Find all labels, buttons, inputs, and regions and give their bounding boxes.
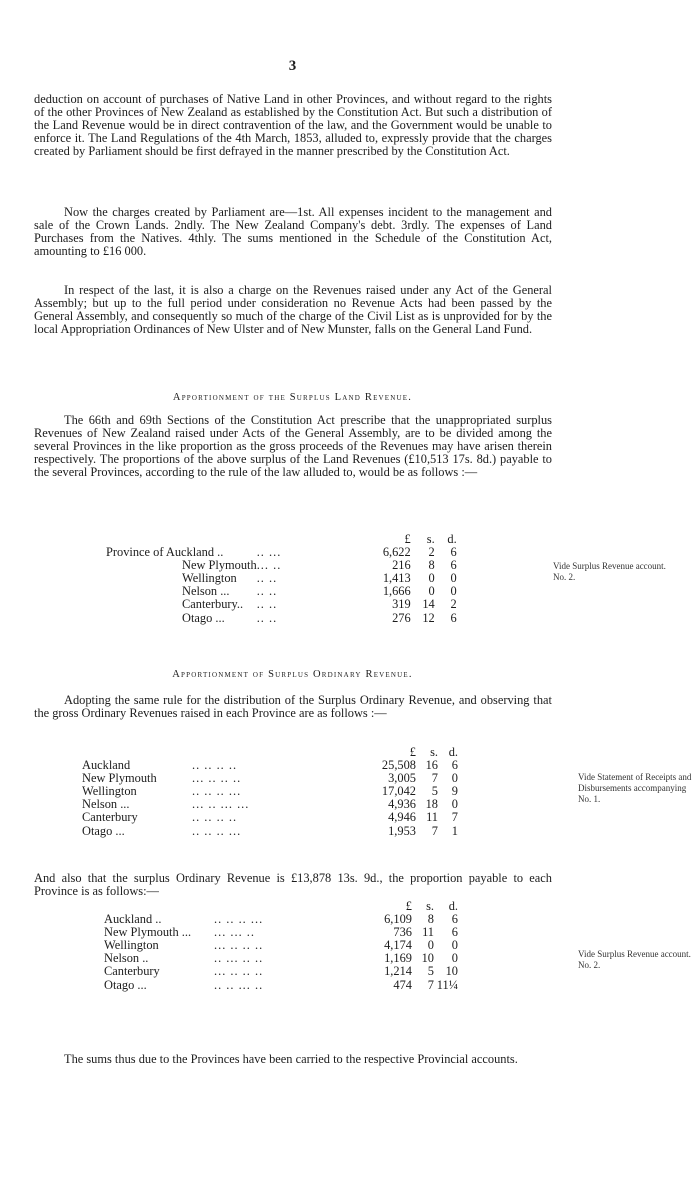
leader-dots: ... .. .. .. [214,964,264,979]
paragraph-ordinary-revenue: Adopting the same rule for the distribution of the Surplus Ordinary Revenue, and observing that the gross Ordinary Revenues raised in each Province are as follows :— [34,693,552,721]
pounds-value: 216 [392,558,411,573]
shillings-value: 12 [422,610,435,625]
province-label: Canterbury.. [182,597,244,612]
table-row [82,811,458,824]
pence-value: 9 [451,784,458,799]
shillings-header: s. [430,745,438,759]
pounds-value: 1,169 [384,951,412,966]
heading-surplus-ordinary-revenue: Apportionment of Surplus Ordinary Revenue. [172,669,413,680]
leader-dots: .. .. ... .. [214,977,264,992]
table-row [106,598,457,611]
pence-value: 6 [451,925,458,940]
table-row [106,612,457,625]
leader-dots: .. .. .. ... [214,912,264,927]
table-row [104,965,458,978]
province-label: Otago ... [182,610,225,625]
pounds-value: 474 [393,977,412,992]
province-label: Province of Auckland .. [106,545,224,560]
paragraph-civil-list: In respect of the last, it is also a charge on the Revenues raised under any Act of the General Assembly; but up to the full period under consideration no Revenue Acts had been passed by the General Assembly, and consequently so much of the charge of the Civil List as is unprovided for by the local Appropriation Ordinances of New Ulster and of New Munster, falls on the General Land Fund. [34,283,552,337]
province-label: Nelson ... [182,584,230,599]
province-label: New Plymouth [82,771,157,786]
pence-value: 6 [450,558,457,573]
leader-dots: .. ... [256,545,282,560]
pounds-value: 6,109 [384,912,412,927]
pounds-value: 4,174 [384,938,412,953]
shillings-value: 11 [422,925,434,940]
shillings-value: 14 [422,597,435,612]
shillings-value: 7 [431,823,438,838]
pounds-value: 1,214 [384,964,412,979]
shillings-header: s. [426,899,434,913]
shillings-header: s. [426,532,435,546]
surplus-ordinary-table [104,900,458,992]
pounds-value: 736 [393,925,412,940]
table-row [82,825,458,838]
heading-surplus-land-revenue: Apportionment of the Surplus Land Revenue. [172,392,413,403]
pounds-value: 4,936 [388,797,416,812]
leader-dots: .. .. [256,597,278,612]
shillings-value: 16 [425,758,438,773]
shillings-value: 11 [426,810,438,825]
shillings-value: 8 [427,912,434,927]
leader-dots: ... .. .. .. [192,771,242,786]
pounds-value: 6,622 [382,545,411,560]
side-note-surplus: Vide Surplus Revenue account. No. 2. [578,949,691,970]
land-revenue-table [106,533,457,625]
pence-value: 0 [451,771,458,786]
pounds-value: 319 [392,597,411,612]
shillings-value: 0 [428,571,435,586]
pounds-header: £ [404,532,411,546]
shillings-value: 8 [428,558,435,573]
pence-value: 11¼ [436,977,458,992]
province-label: Auckland [82,758,131,773]
page-number: 3 [288,58,297,74]
shillings-value: 7 [427,977,434,992]
paragraph-closing: The sums thus due to the Provinces have been carried to the respective Provincial accounts. [64,1052,518,1066]
side-note-land: Vide Surplus Revenue account. No. 2. [553,561,666,582]
province-label: Auckland .. [104,912,162,927]
province-label: New Plymouth ... [104,925,192,940]
pounds-value: 25,508 [381,758,416,773]
pence-value: 6 [450,610,457,625]
pence-value: 2 [450,597,457,612]
paragraph-surplus-ordinary: And also that the surplus Ordinary Revenue is £13,878 13s. 9d., the proportion payable to each Province is as follows:— [34,871,552,899]
table-row [104,979,458,992]
pounds-value: 4,946 [388,810,416,825]
leader-dots: ... .. ... ... [192,797,250,812]
pounds-header: £ [405,899,412,913]
leader-dots: .. .. .. .. [192,758,238,773]
paragraph-land-revenue: The 66th and 69th Sections of the Constitution Act prescribe that the unappropriated surplus Revenues of New Zealand raised under Acts of the General Assembly, are to be divided among the several Provinces in the like proportion as the gross proceeds of the Revenues may have arisen therein respectively. The proportions of the above surplus of the Land Revenues (£10,513 17s. 8d.) payable to the several Provinces, according to the rule of the law alluded to, would be as follows :— [34,413,552,480]
province-label: Nelson ... [82,797,130,812]
pounds-value: 276 [392,610,411,625]
leader-dots: .. .. .. ... [192,784,242,799]
province-label: New Plymouth [182,558,257,573]
leader-dots: ... ... .. [214,925,255,940]
pounds-value: 3,005 [388,771,416,786]
province-label: Canterbury [104,964,160,979]
pence-value: 0 [450,584,457,599]
leader-dots: .. .. [256,610,278,625]
leader-dots: .. .. .. ... [192,823,242,838]
pence-value: 1 [451,823,458,838]
pence-header: d. [448,899,458,913]
province-label: Wellington [82,784,137,799]
shillings-value: 10 [421,951,434,966]
leader-dots: ... .. [256,558,282,573]
pence-header: d. [447,532,457,546]
pence-value: 0 [451,797,458,812]
shillings-value: 18 [425,797,438,812]
pence-value: 10 [445,964,458,979]
shillings-value: 0 [427,938,434,953]
pounds-value: 1,666 [382,584,411,599]
shillings-value: 2 [428,545,435,560]
leader-dots: .. ... .. .. [214,951,264,966]
shillings-value: 5 [431,784,438,799]
pence-value: 0 [451,951,458,966]
side-note-ordinary: Vide Statement of Receipts and Disbursements accompanying No. 1. [578,772,692,804]
pounds-value: 17,042 [381,784,416,799]
shillings-value: 7 [431,771,438,786]
province-label: Otago ... [104,977,147,992]
province-label: Canterbury [82,810,138,825]
province-label: Wellington [182,571,237,586]
leader-dots: ... .. .. .. [214,938,264,953]
pence-value: 6 [450,545,457,560]
pence-header: d. [448,745,458,759]
paragraph-charges: Now the charges created by Parliament are—1st. All expenses incident to the management and sale of the Crown Lands. 2ndly. The New Zealand Company's debt. 3rdly. The expenses of Land Purchases from the Natives. 4thly. The sums mentioned in the Schedule of the Constitution Act, amounting to £16 000. [34,205,552,259]
leader-dots: .. .. [256,571,278,586]
shillings-value: 0 [428,584,435,599]
ordinary-revenue-table [82,746,458,838]
province-label: Nelson .. [104,951,149,966]
pounds-header: £ [409,745,416,759]
paragraph-intro: deduction on account of purchases of Native Land in other Provinces, and without regard to the rights of the other Provinces of New Zealand as established by the Constitution Act. But such a distribution of the Land Revenue would be in direct contravention of the law, and the Government would be unable to enforce it. The Land Regulations of the 4th March, 1853, alluded to, expressly provide that the charges created by Parliament should be first defrayed in the manner prescribed by the Constitution Act. [34,92,552,159]
pounds-value: 1,413 [382,571,411,586]
pounds-value: 1,953 [388,823,416,838]
leader-dots: .. .. [256,584,278,599]
pence-value: 0 [451,938,458,953]
leader-dots: .. .. .. .. [192,810,238,825]
province-label: Otago ... [82,823,125,838]
pence-value: 7 [451,810,458,825]
shillings-value: 5 [427,964,434,979]
pence-value: 0 [450,571,457,586]
pence-value: 6 [451,758,458,773]
province-label: Wellington [104,938,159,953]
pence-value: 6 [451,912,458,927]
